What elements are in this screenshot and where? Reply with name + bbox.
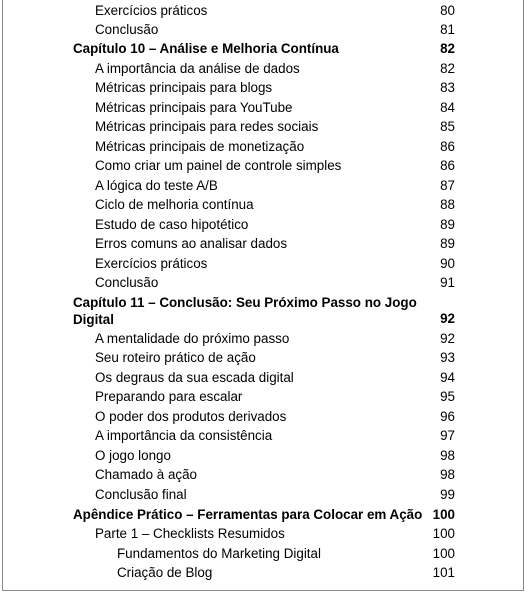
toc-entry-page: 83 (440, 80, 455, 95)
toc-entry-page: 94 (440, 370, 455, 385)
toc-entry-title: Exercícios práticos (95, 256, 208, 271)
toc-entry-page: 89 (440, 217, 455, 232)
toc-entry-title: Métricas principais de monetização (95, 139, 305, 154)
toc-appendix-title: Apêndice Prático – Ferramentas para Colocar em Ação (73, 507, 423, 522)
toc-entry-title: Métricas principais para blogs (95, 80, 273, 95)
toc-entry-title: Conclusão final (95, 487, 187, 502)
toc-entry-title: A importância da análise de dados (95, 61, 300, 76)
toc-appendix-page: 100 (432, 507, 455, 522)
toc-subentry-page: 100 (432, 546, 455, 561)
toc-entry-title: Estudo de caso hipotético (95, 217, 249, 232)
toc-chapter-title: Capítulo 10 – Análise e Melhoria Contínua (73, 41, 339, 56)
toc-entry-title: Ciclo de melhoria contínua (95, 197, 254, 212)
toc-entry-page: 100 (432, 526, 455, 541)
toc-entry-page: 98 (440, 467, 455, 482)
toc-entry-title: A importância da consistência (95, 428, 273, 443)
toc-entry-title: O poder dos produtos derivados (95, 409, 287, 424)
toc-chapter-page: 82 (440, 41, 455, 56)
toc-entry-title: Como criar um painel de controle simples (95, 158, 342, 173)
toc-subentry-title: Criação de Blog (117, 565, 213, 580)
toc-entry-title: O jogo longo (95, 448, 171, 463)
toc-entry-page: 99 (440, 487, 455, 502)
toc-entry-page: 86 (440, 158, 455, 173)
toc-entry-title: Erros comuns ao analisar dados (95, 236, 288, 251)
toc-entry-title: Preparando para escalar (95, 389, 243, 404)
toc-entry-title: A lógica do teste A/B (95, 178, 218, 193)
toc-subentry-page: 101 (432, 565, 455, 580)
toc-entry-page: 87 (440, 178, 455, 193)
toc-entry-page: 86 (440, 139, 455, 154)
toc-subentry-title: Fundamentos do Marketing Digital (117, 546, 321, 561)
toc-entry-title: Chamado à ação (95, 467, 197, 482)
toc-entry-title: Parte 1 – Checklists Resumidos (95, 526, 285, 541)
toc-entry-page: 93 (440, 350, 455, 365)
toc-entry-title: Os degraus da sua escada digital (95, 370, 294, 385)
toc-entry-title: Conclusão (95, 22, 159, 37)
toc-entry-page: 85 (440, 119, 455, 134)
toc-entry-page: 89 (440, 236, 455, 251)
toc-entry-page: 82 (440, 61, 455, 76)
toc-entry-page: 84 (440, 100, 455, 115)
toc-entry-page: 95 (440, 389, 455, 404)
toc-entry-title: Conclusão (95, 275, 159, 290)
toc-entry-page: 92 (440, 331, 455, 346)
toc-entry-title: Métricas principais para YouTube (95, 100, 293, 115)
toc-entry-page: 98 (440, 448, 455, 463)
toc-entry-page: 96 (440, 409, 455, 424)
toc-entry-title: A mentalidade do próximo passo (95, 331, 290, 346)
toc-entry-page: 88 (440, 197, 455, 212)
toc-entry-page: 80 (440, 3, 455, 18)
toc-entry-page: 90 (440, 256, 455, 271)
toc-entry-title: Exercícios práticos (95, 3, 208, 18)
toc-entry-title: Métricas principais para redes sociais (95, 119, 319, 134)
toc-entry-page: 97 (440, 428, 455, 443)
toc-entry-page: 91 (440, 275, 455, 290)
toc-chapter-title: Capítulo 11 – Conclusão: Seu Próximo Passo no Jogo Digital (73, 295, 417, 327)
toc-chapter-page: 92 (440, 311, 455, 326)
toc-entry-page: 81 (440, 22, 455, 37)
toc-entry-title: Seu roteiro prático de ação (95, 350, 256, 365)
